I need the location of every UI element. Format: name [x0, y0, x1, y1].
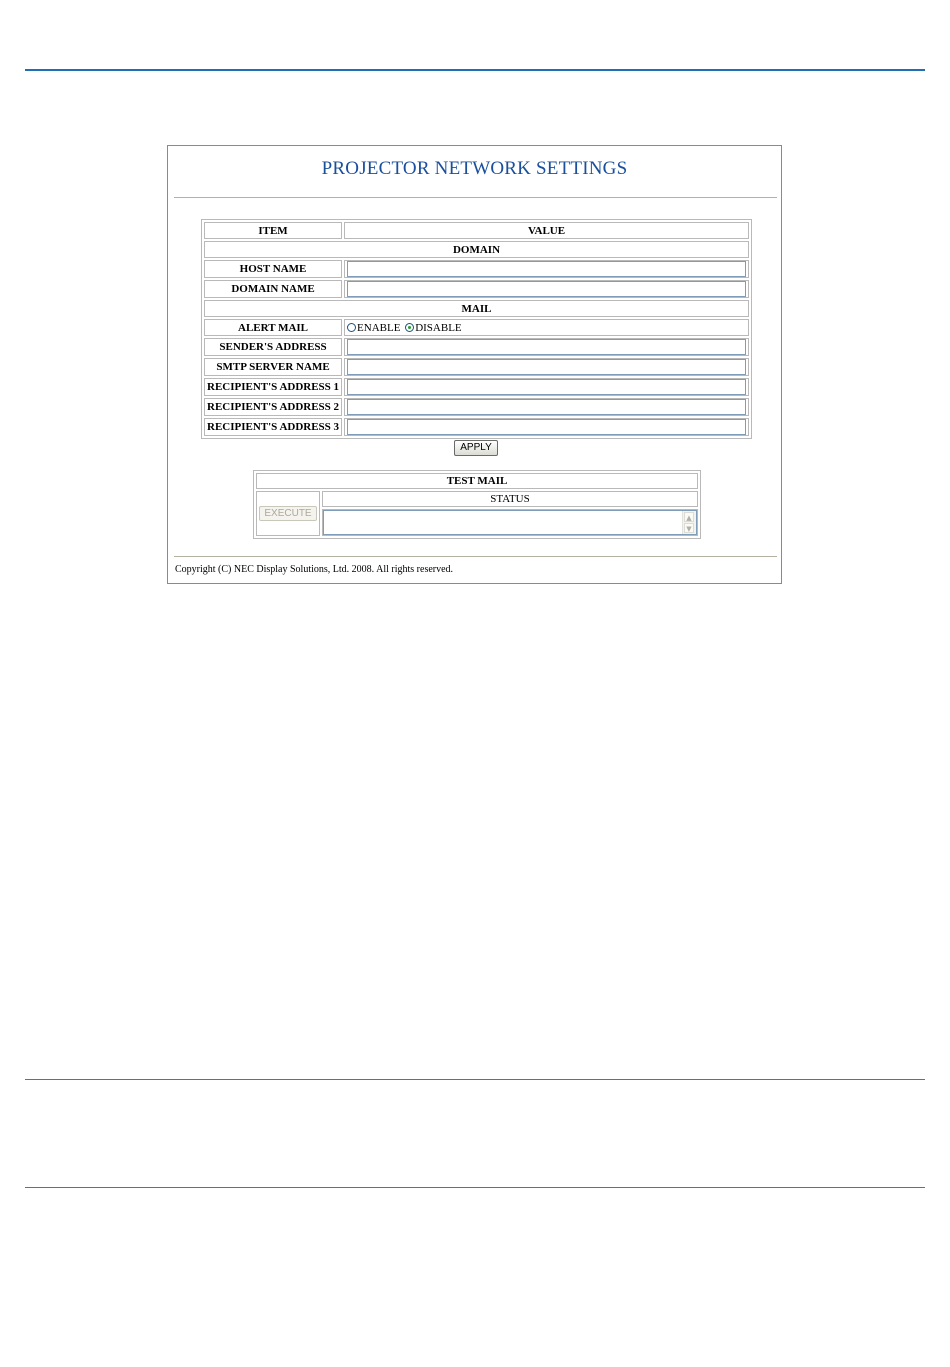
column-header-value: VALUE	[344, 222, 749, 239]
network-settings-panel	[167, 145, 782, 584]
test-mail-table	[253, 470, 701, 539]
table-row	[204, 398, 749, 416]
senders-address-input[interactable]	[347, 339, 746, 355]
recipient-address-3-input[interactable]	[347, 419, 746, 435]
table-row	[204, 338, 749, 356]
table-row	[204, 260, 749, 278]
status-textarea[interactable]	[323, 510, 697, 535]
alert-mail-disable-label[interactable]: DISABLE	[415, 321, 462, 334]
alert-mail-options	[344, 319, 749, 336]
section-header-domain: DOMAIN	[204, 241, 749, 258]
page-divider-1	[25, 1079, 925, 1080]
title-divider	[174, 197, 777, 198]
status-scrollbar[interactable]	[682, 511, 696, 534]
domain-name-label: DOMAIN NAME	[204, 280, 342, 298]
table-row	[204, 358, 749, 376]
alert-mail-enable-label[interactable]: ENABLE	[357, 321, 401, 334]
table-header-row	[204, 222, 749, 239]
domain-name-input[interactable]	[347, 281, 746, 297]
host-name-input[interactable]	[347, 261, 746, 277]
footer-divider	[174, 556, 777, 557]
table-row	[204, 378, 749, 396]
alert-mail-label: ALERT MAIL	[204, 319, 342, 336]
table-row	[204, 319, 749, 336]
section-row-domain	[204, 241, 749, 258]
smtp-server-name-label: SMTP SERVER NAME	[204, 358, 342, 376]
status-label: STATUS	[322, 491, 698, 507]
host-name-label: HOST NAME	[204, 260, 342, 278]
senders-address-label: SENDER'S ADDRESS	[204, 338, 342, 356]
copyright-text: Copyright (C) NEC Display Solutions, Ltd. 2008. All rights reserved.	[175, 564, 454, 575]
scroll-up-icon[interactable]: ▲	[684, 512, 694, 522]
page-title: PROJECTOR NETWORK SETTINGS	[321, 158, 628, 179]
smtp-server-name-input[interactable]	[347, 359, 746, 375]
recipient-address-2-label: RECIPIENT'S ADDRESS 2	[204, 398, 342, 416]
section-header-mail: MAIL	[204, 300, 749, 317]
recipient-address-2-input[interactable]	[347, 399, 746, 415]
execute-button[interactable]: EXECUTE	[259, 506, 317, 521]
scroll-down-icon[interactable]: ▼	[684, 523, 694, 533]
apply-button[interactable]: APPLY	[454, 440, 498, 456]
settings-table	[201, 219, 752, 439]
recipient-address-1-label: RECIPIENT'S ADDRESS 1	[204, 378, 342, 396]
section-row-mail	[204, 300, 749, 317]
test-mail-title: TEST MAIL	[256, 473, 698, 489]
table-row	[204, 418, 749, 436]
recipient-address-3-label: RECIPIENT'S ADDRESS 3	[204, 418, 342, 436]
alert-mail-disable-radio[interactable]	[405, 323, 414, 332]
page-divider-2	[25, 1187, 925, 1188]
table-row	[204, 280, 749, 298]
alert-mail-enable-radio[interactable]	[347, 323, 356, 332]
column-header-item: ITEM	[204, 222, 342, 239]
recipient-address-1-input[interactable]	[347, 379, 746, 395]
page-top-rule	[25, 69, 925, 71]
